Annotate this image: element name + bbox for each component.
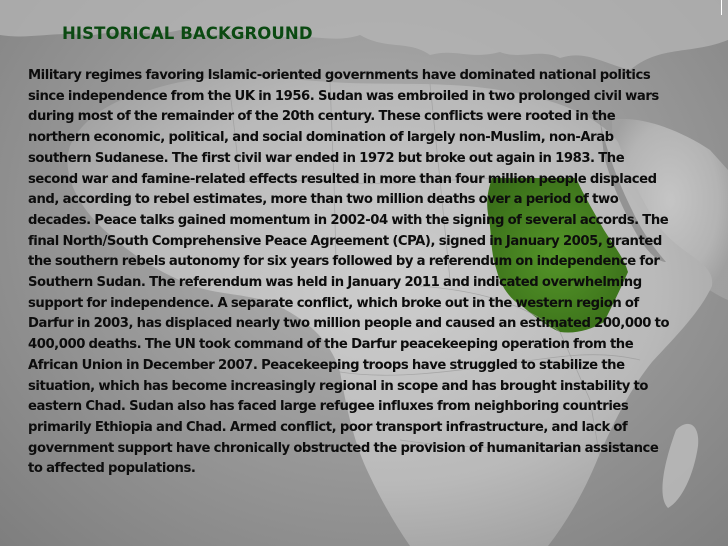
body-line-13: Darfur in 2003, has displaced nearly two million people and caused an estimated 200,000 to — [28, 316, 670, 332]
body-line-20: to affected populations. — [28, 461, 196, 477]
slide-title: HISTORICAL BACKGROUND — [62, 24, 313, 43]
body-line-18: primarily Ethiopia and Chad. Armed conflict, poor transport infrastructure, and lack of — [28, 419, 628, 435]
body-line-14: 400,000 deaths. The UN took command of the Darfur peacekeeping operation from the — [28, 337, 634, 353]
body-line-1: Military regimes favoring Islamic-oriented governments have dominated national politics — [28, 68, 651, 83]
slide-body-text — [28, 66, 720, 480]
body-line-15: African Union in December 2007. Peacekeeping troops have struggled to stabilize the — [28, 357, 625, 373]
body-line-10: the southern rebels autonomy for six years followed by a referendum on independence for — [28, 254, 660, 270]
body-line-3: during most of the remainder of the 20th century. These conflicts were rooted in the — [28, 109, 616, 125]
body-line-8: decades. Peace talks gained momentum in 2002-04 with the signing of several accords. The — [28, 212, 669, 228]
body-line-16: situation, which has become increasingly regional in scope and has brought instability to — [28, 378, 648, 394]
body-line-19: government support have chronically obstructed the provision of humanitarian assistance — [28, 440, 659, 456]
body-line-12: support for independence. A separate conflict, which broke out in the western region of — [28, 295, 639, 311]
body-line-11: Southern Sudan. The referendum was held in January 2011 and indicated overwhelming — [28, 275, 642, 291]
body-line-9: final North/South Comprehensive Peace Agreement (CPA), signed in January 2005, granted — [28, 233, 662, 249]
body-line-17: eastern Chad. Sudan also has faced large refugee influxes from neighboring countries — [28, 399, 629, 415]
corner-divider — [721, 0, 722, 15]
body-line-6: second war and famine-related effects resulted in more than four million people displaced — [28, 171, 657, 187]
body-line-5: southern Sudanese. The first civil war ended in 1972 but broke out again in 1983. The — [28, 150, 625, 166]
body-line-4: northern economic, political, and social domination of largely non-Muslim, non-Arab — [28, 130, 614, 146]
body-line-7: and, according to rebel estimates, more than two million deaths over a period of two — [28, 192, 619, 208]
body-line-2: since independence from the UK in 1956. Sudan was embroiled in two prolonged civil wars — [28, 88, 659, 104]
